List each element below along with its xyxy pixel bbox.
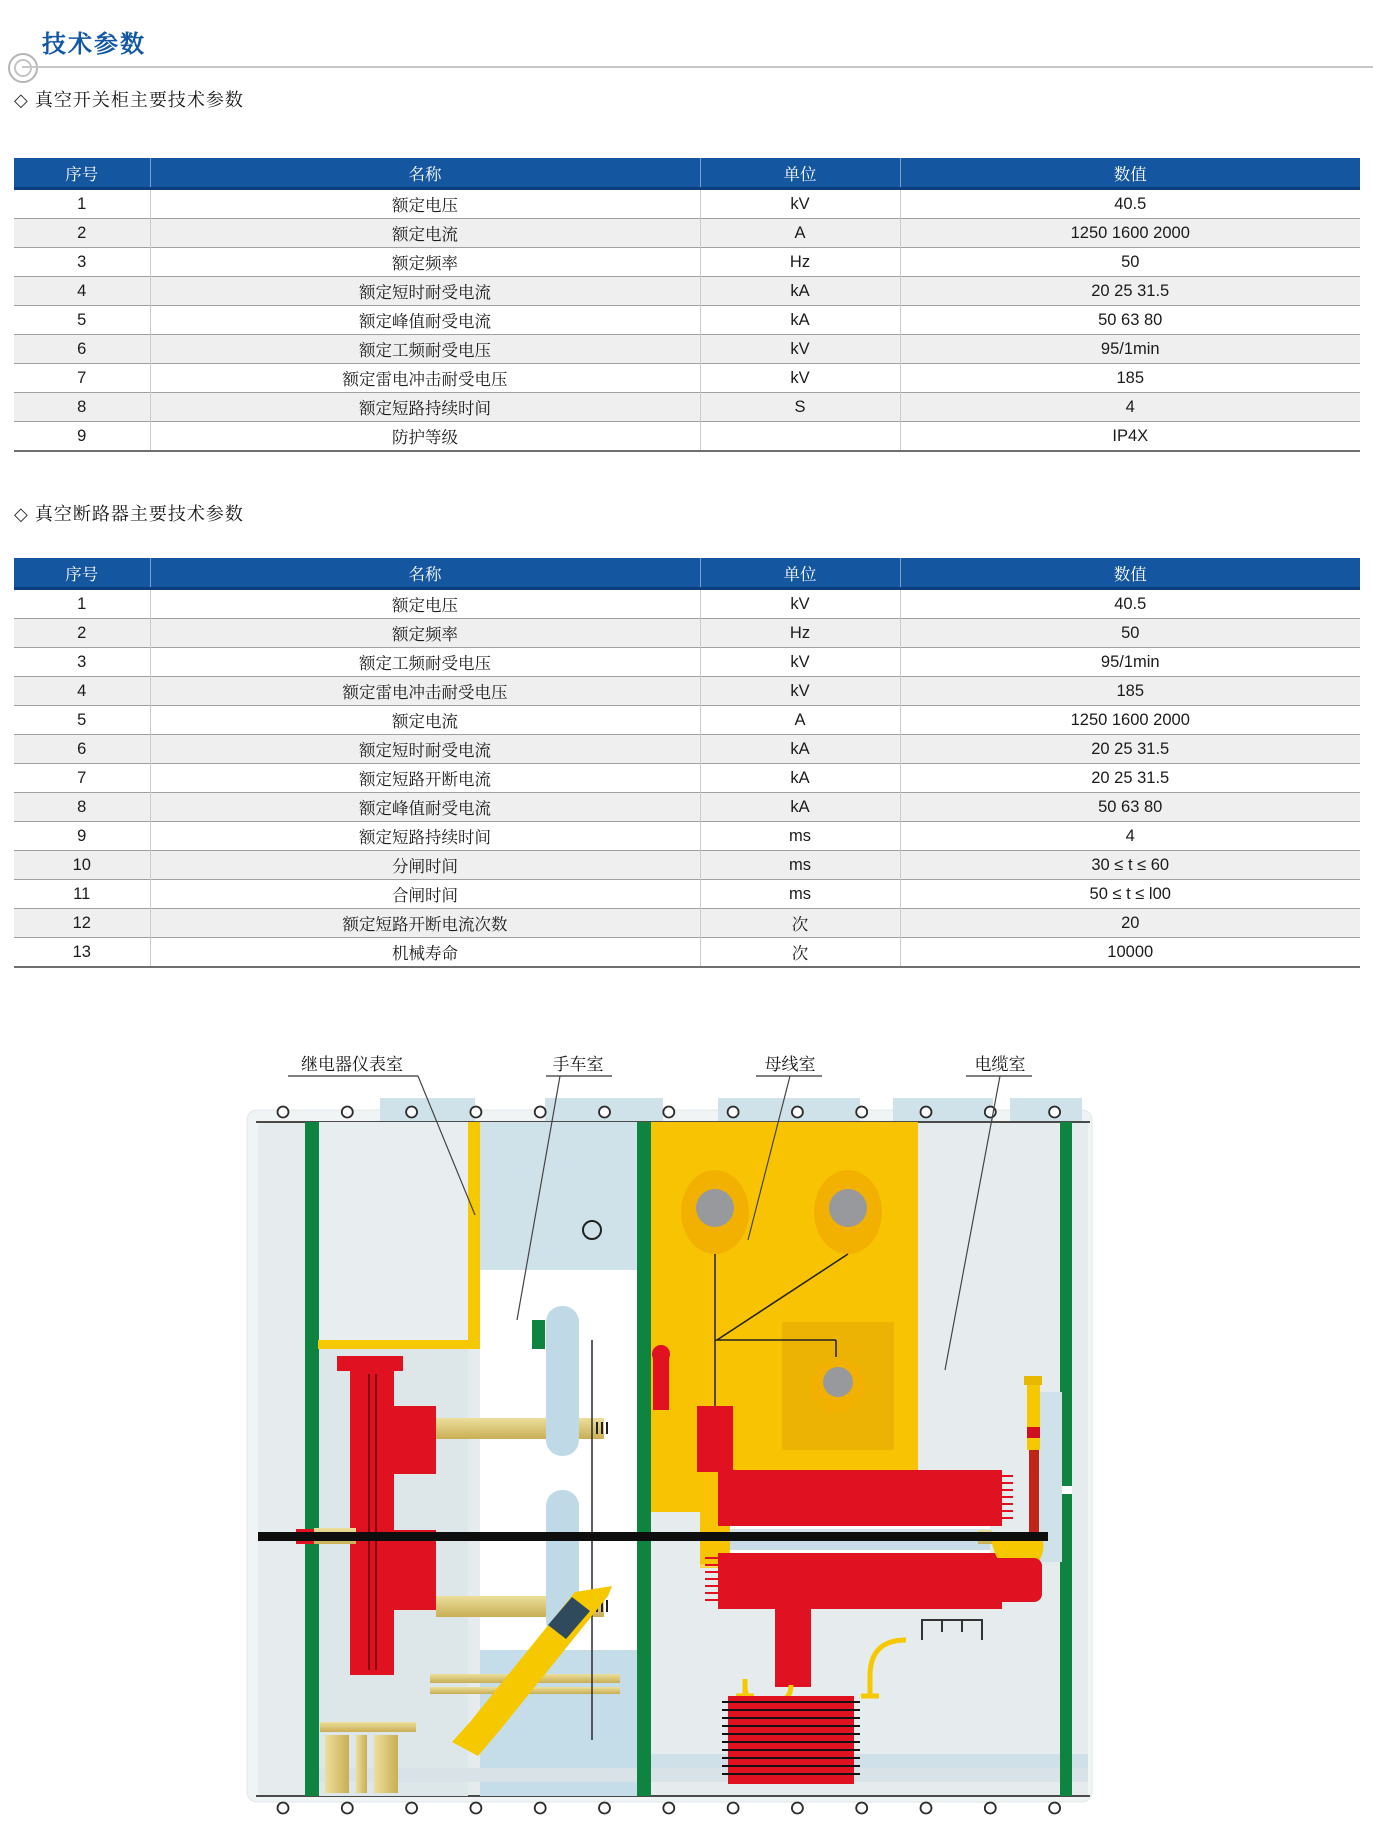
section-heading-switchgear	[14, 86, 244, 112]
busbar-bushing-icon	[681, 1170, 749, 1254]
table-cell: kV	[700, 335, 900, 364]
table-cell: IP4X	[900, 422, 1360, 452]
table-row	[14, 764, 1360, 793]
column-header: 名称	[150, 558, 700, 589]
label-cable-room: 电缆室	[974, 1055, 1026, 1074]
operating-shaft	[258, 1532, 1048, 1541]
table-cell: 20 25 31.5	[900, 764, 1360, 793]
table-cell: 额定短路持续时间	[150, 822, 700, 851]
table-cell: 机械寿命	[150, 938, 700, 968]
table-cell: A	[700, 219, 900, 248]
table-cell: kA	[700, 306, 900, 335]
table-cell: 额定短时耐受电流	[150, 735, 700, 764]
table-cell: kV	[700, 189, 900, 219]
column-header: 名称	[150, 158, 700, 189]
table-cell: 1	[14, 589, 150, 619]
table-cell: Hz	[700, 619, 900, 648]
table-cell: 额定频率	[150, 248, 700, 277]
busbar-bushing-icon	[814, 1170, 882, 1254]
table-row	[14, 619, 1360, 648]
table-header-row	[14, 158, 1360, 189]
table-row	[14, 189, 1360, 219]
table-cell: 40.5	[900, 589, 1360, 619]
table-cell: 1250 1600 2000	[900, 219, 1360, 248]
table-cell: 4	[14, 277, 150, 306]
diamond-bullet-icon: ◇	[14, 504, 29, 524]
table-cell: kA	[700, 764, 900, 793]
table-cell: 95/1min	[900, 648, 1360, 677]
table-cell: 50 ≤ t ≤ l00	[900, 880, 1360, 909]
drive-box	[946, 1558, 1042, 1602]
busbar-bushing-icon	[811, 1359, 865, 1413]
table-cell: 12	[14, 909, 150, 938]
column-header: 序号	[14, 158, 150, 189]
bolt-row-bottom	[278, 1803, 1061, 1814]
table-cell: kA	[700, 793, 900, 822]
table-row	[14, 938, 1360, 968]
table-cell: 95/1min	[900, 335, 1360, 364]
table-cell: 额定电流	[150, 706, 700, 735]
table-cell: 分闸时间	[150, 851, 700, 880]
table-row	[14, 248, 1360, 277]
table-cell: 额定工频耐受电压	[150, 648, 700, 677]
table-row	[14, 909, 1360, 938]
column-header: 单位	[700, 158, 900, 189]
table-cell: 50	[900, 248, 1360, 277]
section-title: 真空断路器主要技术参数	[34, 504, 244, 524]
table-row	[14, 335, 1360, 364]
table-cell: 额定频率	[150, 619, 700, 648]
table-cell: kV	[700, 648, 900, 677]
table-cell: S	[700, 393, 900, 422]
table-cell: 185	[900, 677, 1360, 706]
table-cell: 额定短路持续时间	[150, 393, 700, 422]
table-row	[14, 277, 1360, 306]
table-row	[14, 793, 1360, 822]
ring-decoration-icon	[8, 53, 38, 83]
table-cell: 6	[14, 335, 150, 364]
table-cell: 4	[14, 677, 150, 706]
table-cell: 7	[14, 764, 150, 793]
table-row	[14, 735, 1360, 764]
table-cell: 额定电压	[150, 189, 700, 219]
table-cell: 额定峰值耐受电流	[150, 793, 700, 822]
table-cell: kV	[700, 589, 900, 619]
table-cell: 额定峰值耐受电流	[150, 306, 700, 335]
table-cell: 20 25 31.5	[900, 735, 1360, 764]
switchgear-cross-section-diagram	[0, 1040, 1373, 1840]
column-header: 单位	[700, 558, 900, 589]
table-row	[14, 589, 1360, 619]
table-row	[14, 306, 1360, 335]
table-cell: 5	[14, 706, 150, 735]
table-cell: 50 63 80	[900, 306, 1360, 335]
table-cell: 50 63 80	[900, 793, 1360, 822]
table-cell: 9	[14, 822, 150, 851]
table-cell: Hz	[700, 248, 900, 277]
column-header: 数值	[900, 158, 1360, 189]
table-cell: 3	[14, 648, 150, 677]
table-row	[14, 422, 1360, 452]
table-cell: ms	[700, 880, 900, 909]
table-cell: 3	[14, 248, 150, 277]
table-cell: 9	[14, 422, 150, 452]
table-row	[14, 822, 1360, 851]
table-cell: 额定短路开断电流	[150, 764, 700, 793]
column-header: 数值	[900, 558, 1360, 589]
table-cell: 防护等级	[150, 422, 700, 452]
table-cell: 4	[900, 822, 1360, 851]
table-row	[14, 364, 1360, 393]
table-cell: 额定雷电冲击耐受电压	[150, 364, 700, 393]
table-cell: 10000	[900, 938, 1360, 968]
table-cell: kV	[700, 677, 900, 706]
table-cell: 合闸时间	[150, 880, 700, 909]
table-cell: 1	[14, 189, 150, 219]
table-cell: 次	[700, 909, 900, 938]
table-cell: 额定工频耐受电压	[150, 335, 700, 364]
table-cell: 10	[14, 851, 150, 880]
table-cell: 额定电压	[150, 589, 700, 619]
table-cell: 40.5	[900, 189, 1360, 219]
table-header-row	[14, 558, 1360, 589]
table-cell: 4	[900, 393, 1360, 422]
table-cell: 2	[14, 219, 150, 248]
table-cell	[700, 422, 900, 452]
table-cell: 次	[700, 938, 900, 968]
table-cell: 额定短时耐受电流	[150, 277, 700, 306]
table-cell: 20	[900, 909, 1360, 938]
switchgear-parameters-table	[14, 158, 1360, 452]
table-cell: 30 ≤ t ≤ 60	[900, 851, 1360, 880]
table-cell: 7	[14, 364, 150, 393]
table-row	[14, 880, 1360, 909]
breaker-parameters-table	[14, 558, 1360, 968]
table-cell: 额定电流	[150, 219, 700, 248]
table-cell: 1250 1600 2000	[900, 706, 1360, 735]
table-cell: 185	[900, 364, 1360, 393]
table-row	[14, 219, 1360, 248]
label-busbar-room: 母线室	[764, 1055, 816, 1074]
table-cell: A	[700, 706, 900, 735]
page-title: 技术参数	[42, 31, 146, 58]
section-title: 真空开关柜主要技术参数	[34, 90, 244, 110]
label-relay-room: 继电器仪表室	[301, 1055, 403, 1074]
section-heading-breaker	[14, 500, 244, 526]
title-rule	[22, 66, 1373, 68]
table-cell: kA	[700, 735, 900, 764]
table-cell: kA	[700, 277, 900, 306]
table-cell: 额定短路开断电流次数	[150, 909, 700, 938]
table-row	[14, 648, 1360, 677]
table-row	[14, 851, 1360, 880]
table-cell: 6	[14, 735, 150, 764]
table-cell: 20 25 31.5	[900, 277, 1360, 306]
table-cell: 8	[14, 793, 150, 822]
table-cell: kV	[700, 364, 900, 393]
table-cell: 额定雷电冲击耐受电压	[150, 677, 700, 706]
label-handcart-room: 手车室	[552, 1055, 604, 1074]
table-cell: 11	[14, 880, 150, 909]
table-cell: 13	[14, 938, 150, 968]
table-row	[14, 677, 1360, 706]
table-cell: ms	[700, 822, 900, 851]
table-cell: 50	[900, 619, 1360, 648]
table-row	[14, 393, 1360, 422]
table-cell: ms	[700, 851, 900, 880]
diamond-bullet-icon: ◇	[14, 90, 29, 110]
column-header: 序号	[14, 558, 150, 589]
table-cell: 5	[14, 306, 150, 335]
table-cell: 8	[14, 393, 150, 422]
table-row	[14, 706, 1360, 735]
table-cell: 2	[14, 619, 150, 648]
